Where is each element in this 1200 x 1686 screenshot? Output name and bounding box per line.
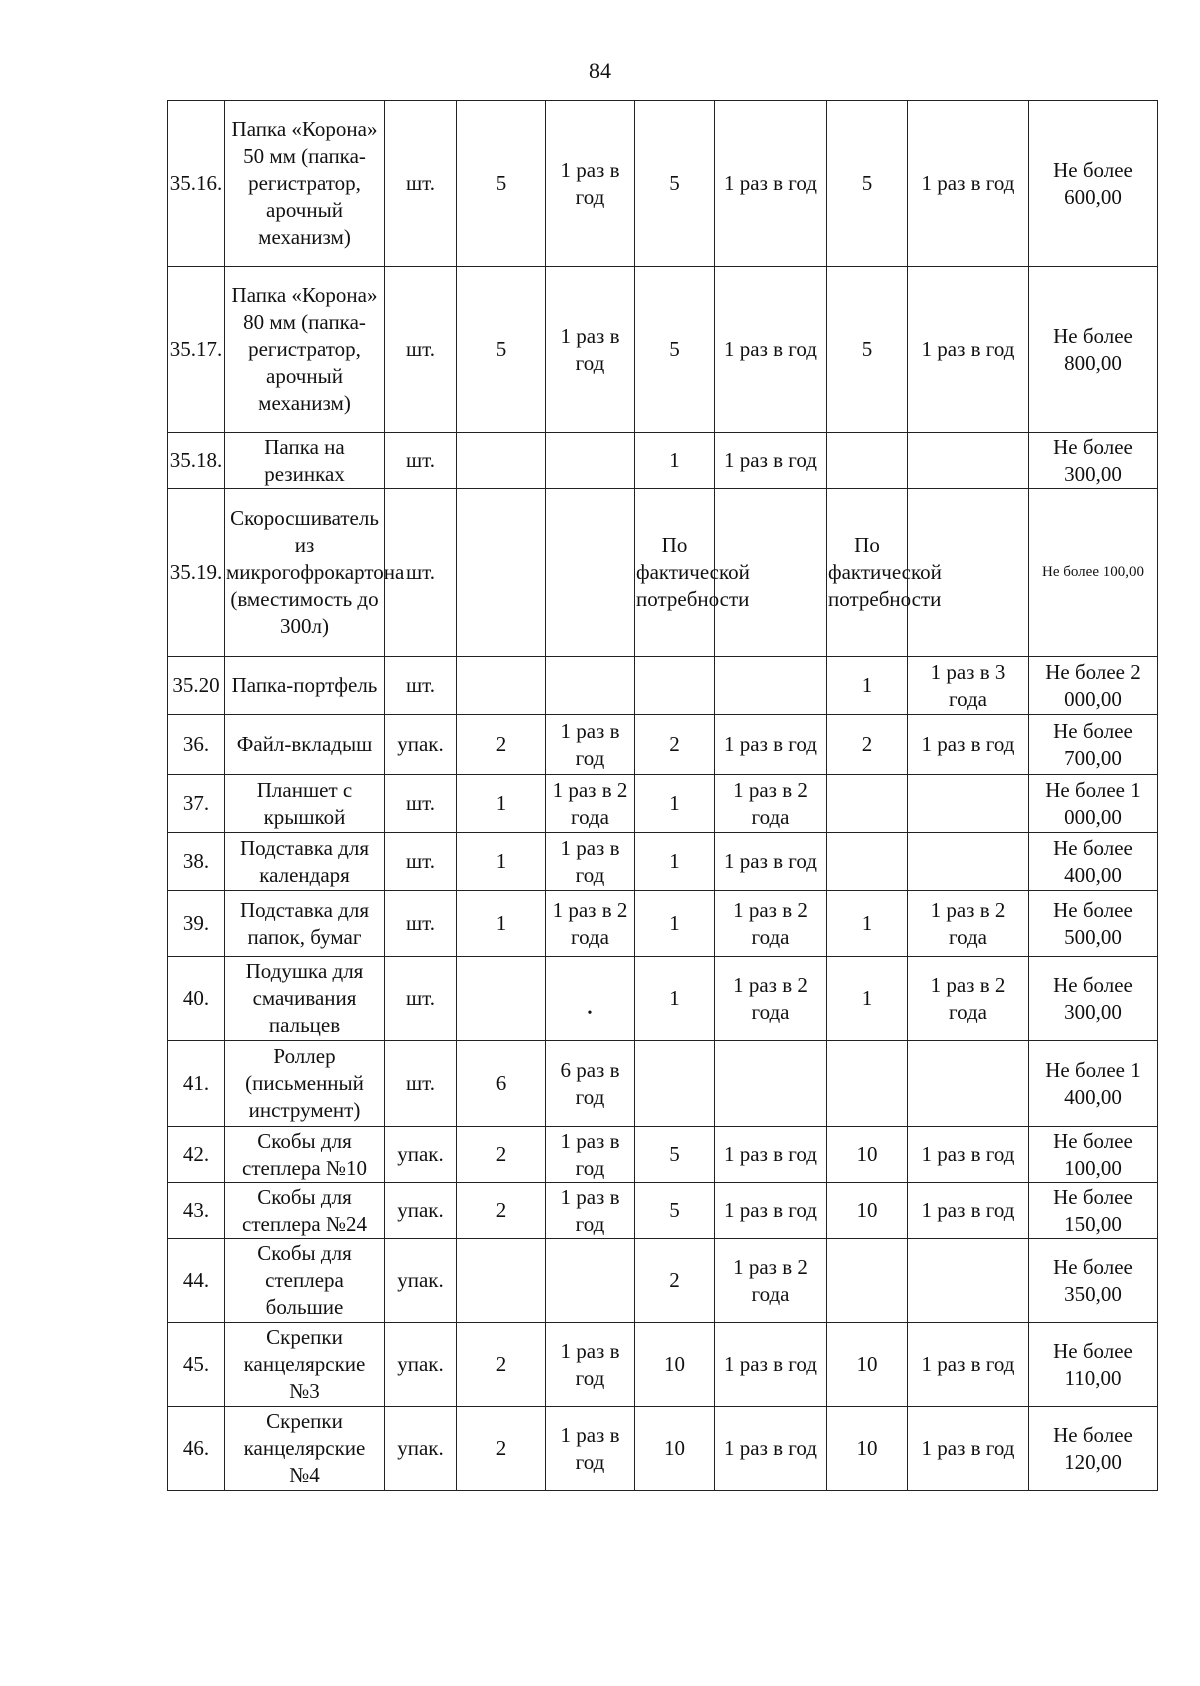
quantity-2: 1 [635,833,715,891]
table-row [168,1041,1158,1127]
item-name: Скрепки канцелярские №3 [225,1323,385,1407]
quantity-1 [457,1239,546,1323]
row-number: 41. [168,1041,225,1127]
frequency-1 [546,433,635,489]
price-limit: Не более 100,00 [1029,1127,1158,1183]
unit: упак. [385,1183,457,1239]
frequency-3: 1 раз в год [908,1323,1029,1407]
unit: шт. [385,833,457,891]
unit: упак. [385,1239,457,1323]
table-row [168,1239,1158,1323]
quantity-2: 10 [635,1323,715,1407]
quantity-1: 2 [457,1183,546,1239]
unit: шт. [385,657,457,715]
quantity-2: 2 [635,715,715,775]
quantity-2: 5 [635,1127,715,1183]
table-row [168,833,1158,891]
item-name: Файл-вкладыш [225,715,385,775]
item-name: Скрепки канцелярские №4 [225,1407,385,1491]
quantity-2: 5 [635,1183,715,1239]
quantity-1: 2 [457,1127,546,1183]
frequency-2: 1 раз в год [715,1183,827,1239]
table-row [168,657,1158,715]
row-number: 42. [168,1127,225,1183]
row-number: 40. [168,957,225,1041]
frequency-3: 1 раз в год [908,1127,1029,1183]
unit: шт. [385,489,457,657]
item-name: Папка «Корона» 80 мм (папка-регистратор, арочный механизм) [225,267,385,433]
table-row [168,1323,1158,1407]
table-row [168,1407,1158,1491]
price-limit: Не более 500,00 [1029,891,1158,957]
table-row [168,957,1158,1041]
quantity-1: 2 [457,1323,546,1407]
quantity-1: 6 [457,1041,546,1127]
quantity-2: 10 [635,1407,715,1491]
item-name: Скоросшиватель из микрогофрокартона (вместимость до 300л) [225,489,385,657]
price-limit: Не более 700,00 [1029,715,1158,775]
unit: упак. [385,1407,457,1491]
quantity-1: 1 [457,775,546,833]
frequency-2: 1 раз в 2 года [715,891,827,957]
row-number: 35.16. [168,101,225,267]
quantity-2 [635,1041,715,1127]
item-name: Роллер (письменный инструмент) [225,1041,385,1127]
frequency-3 [908,1239,1029,1323]
table-row [168,489,1158,657]
quantity-2: 1 [635,891,715,957]
frequency-2: 1 раз в год [715,433,827,489]
frequency-3 [908,1041,1029,1127]
table-row [168,433,1158,489]
frequency-2: 1 раз в год [715,1127,827,1183]
frequency-2 [715,657,827,715]
quantity-3: 10 [827,1127,908,1183]
frequency-1: 1 раз в год [546,1323,635,1407]
quantity-2: 5 [635,101,715,267]
quantity-3 [827,775,908,833]
quantity-1: 5 [457,101,546,267]
frequency-1: 1 раз в год [546,715,635,775]
table-row [168,775,1158,833]
quantity-1: 1 [457,891,546,957]
frequency-1: 1 раз в 2 года [546,891,635,957]
frequency-1 [546,1239,635,1323]
frequency-1: 1 раз в год [546,833,635,891]
quantity-3: 5 [827,267,908,433]
row-number: 35.17. [168,267,225,433]
row-number: 38. [168,833,225,891]
frequency-1: 1 раз в год [546,101,635,267]
frequency-3: 1 раз в год [908,267,1029,433]
price-limit: Не более 110,00 [1029,1323,1158,1407]
frequency-3: 1 раз в год [908,101,1029,267]
quantity-2: 1 [635,957,715,1041]
unit: шт. [385,891,457,957]
frequency-2: 1 раз в год [715,1407,827,1491]
quantity-2: 1 [635,775,715,833]
price-limit: Не более 150,00 [1029,1183,1158,1239]
frequency-2: 1 раз в 2 года [715,775,827,833]
frequency-3 [908,433,1029,489]
frequency-1: 1 раз в год [546,1127,635,1183]
page-number: 84 [589,58,611,83]
row-number: 35.20 [168,657,225,715]
unit: упак. [385,1127,457,1183]
item-name: Скобы для степлера №24 [225,1183,385,1239]
frequency-3: 1 раз в 2 года [908,891,1029,957]
row-number: 45. [168,1323,225,1407]
quantity-3: 10 [827,1323,908,1407]
frequency-2: 1 раз в год [715,833,827,891]
item-name: Планшет с крышкой [225,775,385,833]
item-name: Скобы для степлера большие [225,1239,385,1323]
quantity-1 [457,489,546,657]
price-limit: Не более 120,00 [1029,1407,1158,1491]
table-row [168,1127,1158,1183]
frequency-2: 1 раз в 2 года [715,1239,827,1323]
frequency-2: 1 раз в 2 года [715,957,827,1041]
unit: шт. [385,101,457,267]
quantity-3 [827,433,908,489]
quantity-1 [457,957,546,1041]
quantity-3 [827,1041,908,1127]
frequency-1: 1 раз в год [546,1407,635,1491]
table-row [168,1183,1158,1239]
frequency-2: 1 раз в год [715,715,827,775]
price-limit: Не более 400,00 [1029,833,1158,891]
table-row [168,267,1158,433]
row-number: 35.19. [168,489,225,657]
price-limit: Не более 600,00 [1029,101,1158,267]
quantity-2: По фактической потребности [635,489,715,657]
item-name: Подставка для папок, бумаг [225,891,385,957]
unit: упак. [385,715,457,775]
frequency-2: 1 раз в год [715,1323,827,1407]
quantity-1: 2 [457,1407,546,1491]
quantity-3: 2 [827,715,908,775]
frequency-2 [715,1041,827,1127]
quantity-2: 5 [635,267,715,433]
quantity-3: 10 [827,1183,908,1239]
quantity-1: 5 [457,267,546,433]
row-number: 36. [168,715,225,775]
frequency-3: 1 раз в 2 года [908,957,1029,1041]
quantity-3: 5 [827,101,908,267]
price-limit: Не более 300,00 [1029,433,1158,489]
frequency-3: 1 раз в год [908,1407,1029,1491]
frequency-3: 1 раз в год [908,1183,1029,1239]
quantity-1: 1 [457,833,546,891]
unit: шт. [385,957,457,1041]
row-number: 43. [168,1183,225,1239]
frequency-1: 1 раз в год [546,1183,635,1239]
frequency-3 [908,775,1029,833]
row-number: 39. [168,891,225,957]
quantity-1 [457,657,546,715]
frequency-1 [546,489,635,657]
stray-dot: • [587,1005,593,1021]
frequency-2: 1 раз в год [715,101,827,267]
quantity-3: 1 [827,657,908,715]
unit: шт. [385,267,457,433]
row-number: 35.18. [168,433,225,489]
quantity-2: 1 [635,433,715,489]
price-limit: Не более 1 000,00 [1029,775,1158,833]
quantity-3: 10 [827,1407,908,1491]
supply-norms-table [167,100,1158,1491]
item-name: Подставка для календаря [225,833,385,891]
unit: шт. [385,433,457,489]
unit: шт. [385,1041,457,1127]
quantity-2: 2 [635,1239,715,1323]
frequency-1: 1 раз в год [546,267,635,433]
item-name: Скобы для степлера №10 [225,1127,385,1183]
frequency-1 [546,957,635,1041]
item-name: Папка-портфель [225,657,385,715]
quantity-3 [827,1239,908,1323]
unit: шт. [385,775,457,833]
price-limit: Не более 350,00 [1029,1239,1158,1323]
price-limit: Не более 1 400,00 [1029,1041,1158,1127]
row-number: 37. [168,775,225,833]
unit: упак. [385,1323,457,1407]
frequency-2: 1 раз в год [715,267,827,433]
quantity-3 [827,833,908,891]
price-limit: Не более 300,00 [1029,957,1158,1041]
frequency-1 [546,657,635,715]
table-row [168,101,1158,267]
quantity-3: 1 [827,957,908,1041]
item-name: Папка «Корона» 50 мм (папка-регистратор, арочный механизм) [225,101,385,267]
price-limit: Не более 2 000,00 [1029,657,1158,715]
row-number: 46. [168,1407,225,1491]
frequency-3: 1 раз в год [908,715,1029,775]
item-name: Папка на резинках [225,433,385,489]
table-row [168,891,1158,957]
quantity-1: 2 [457,715,546,775]
quantity-3: 1 [827,891,908,957]
price-limit: Не более 100,00 [1029,489,1158,657]
item-name: Подушка для смачивания пальцев [225,957,385,1041]
table-row [168,715,1158,775]
quantity-3: По фактической потребности [827,489,908,657]
row-number: 44. [168,1239,225,1323]
quantity-1 [457,433,546,489]
frequency-1: 1 раз в 2 года [546,775,635,833]
price-limit: Не более 800,00 [1029,267,1158,433]
frequency-3 [908,833,1029,891]
frequency-3: 1 раз в 3 года [908,657,1029,715]
frequency-1: 6 раз в год [546,1041,635,1127]
quantity-2 [635,657,715,715]
